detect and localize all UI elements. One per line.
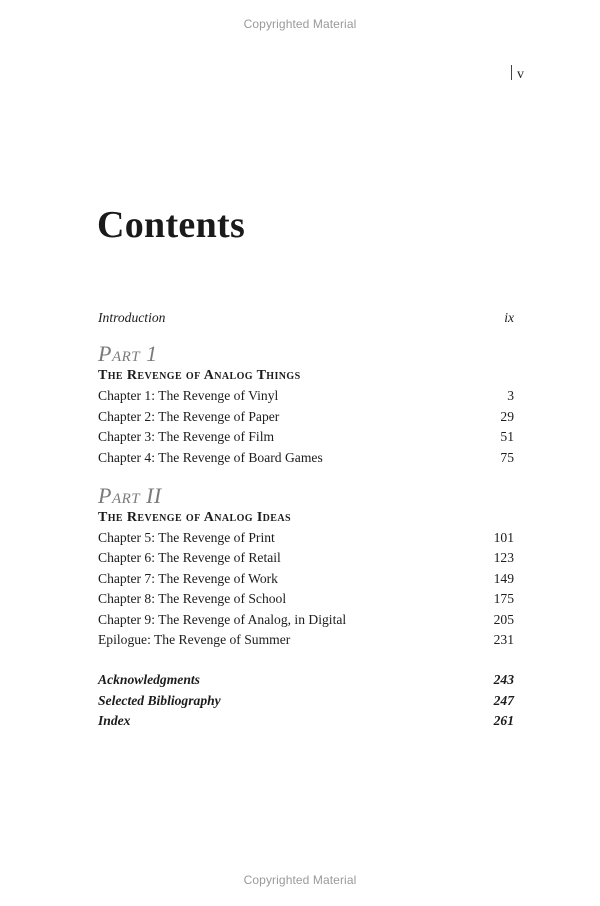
- toc-entry-label: Chapter 6: The Revenge of Retail: [98, 550, 281, 566]
- toc-chapter-row[interactable]: [98, 630, 514, 650]
- page-number-rule: [511, 65, 512, 80]
- toc-chapter-row[interactable]: [98, 589, 514, 609]
- toc-part-1: [98, 342, 514, 468]
- toc-back-matter-row[interactable]: [98, 670, 514, 690]
- toc-entry-label: Index: [98, 713, 131, 729]
- toc-chapter-row[interactable]: [98, 407, 514, 427]
- toc-entry-page: 149: [493, 570, 514, 586]
- toc-entry-page: 231: [493, 631, 514, 647]
- toc-back-matter-row[interactable]: [98, 691, 514, 711]
- toc-entry-label: Selected Bibliography: [98, 692, 221, 708]
- toc-entry-label: Chapter 4: The Revenge of Board Games: [98, 449, 323, 465]
- toc-chapter-row[interactable]: [98, 448, 514, 468]
- toc-entry-page: ix: [504, 310, 514, 325]
- toc-introduction[interactable]: [98, 308, 514, 328]
- part-subtitle: The Revenge of Analog Things: [98, 368, 301, 384]
- page-title: Contents: [97, 204, 246, 246]
- toc-entry-label: Chapter 9: The Revenge of Analog, in Digital: [98, 611, 347, 627]
- toc-entry-page: 75: [500, 449, 514, 465]
- toc-entry-page: 205: [493, 611, 514, 627]
- toc-entry-page: 123: [493, 550, 514, 566]
- toc-entry-label: Introduction: [98, 310, 166, 325]
- toc-entry-label: Chapter 5: The Revenge of Print: [98, 529, 275, 545]
- part-heading: Part II: [98, 482, 162, 508]
- page-number-value: v: [517, 67, 524, 82]
- toc-entry-page: 51: [500, 429, 514, 445]
- toc-entry-label: Chapter 3: The Revenge of Film: [98, 429, 275, 445]
- toc-chapter-row[interactable]: [98, 386, 514, 406]
- toc-entry-label: Chapter 1: The Revenge of Vinyl: [98, 388, 279, 404]
- part-heading: Part 1: [98, 341, 158, 367]
- toc-part-2: [98, 484, 514, 650]
- toc-entry-page: 243: [493, 672, 514, 688]
- copyright-watermark-bottom: Copyrighted Material: [243, 873, 357, 887]
- toc-entry-page: 175: [493, 591, 514, 607]
- toc-entry-label: Chapter 2: The Revenge of Paper: [98, 408, 280, 424]
- toc-entry-label: Chapter 7: The Revenge of Work: [98, 570, 278, 586]
- part-subtitle: The Revenge of Analog Ideas: [98, 509, 291, 525]
- toc-chapter-row[interactable]: [98, 548, 514, 568]
- toc-entry-page: 101: [493, 529, 514, 545]
- toc-chapter-row[interactable]: [98, 427, 514, 447]
- toc-entry-label: Acknowledgments: [98, 672, 200, 688]
- toc-chapter-row[interactable]: [98, 610, 514, 630]
- toc-chapter-row[interactable]: [98, 528, 514, 548]
- toc-entry-page: 261: [493, 713, 514, 729]
- toc-back-matter-row[interactable]: [98, 711, 514, 731]
- toc-chapter-row[interactable]: [98, 569, 514, 589]
- toc-entry-page: 29: [500, 408, 514, 424]
- toc-entry-label: Epilogue: The Revenge of Summer: [98, 631, 291, 647]
- table-of-contents: [98, 308, 514, 731]
- toc-back-matter: [98, 670, 514, 731]
- copyright-watermark-top: Copyrighted Material: [243, 17, 357, 31]
- toc-entry-label: Chapter 8: The Revenge of School: [98, 591, 287, 607]
- toc-entry-page: 3: [507, 388, 514, 404]
- toc-entry-page: 247: [493, 692, 514, 708]
- page-number: [511, 65, 524, 83]
